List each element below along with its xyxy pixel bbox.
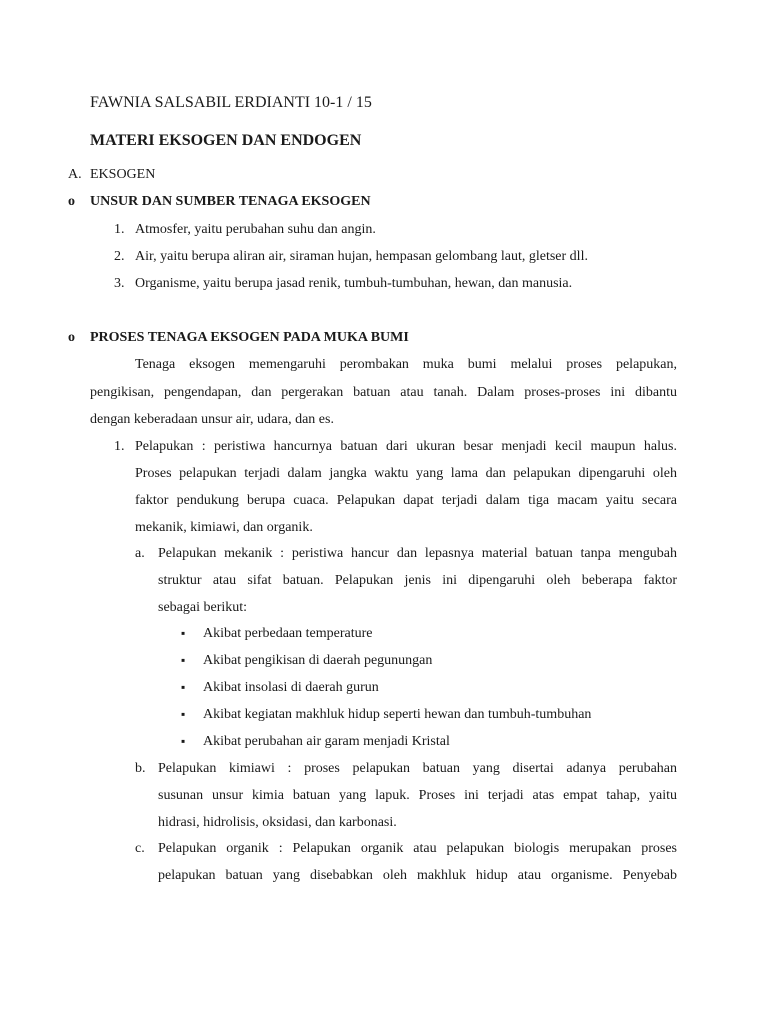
- paragraph-line: Proses pelapukan terjadi dalam jangka waktu yang lama dan pelapukan dipengaruhi oleh: [135, 466, 677, 481]
- square-bullet-icon: ▪: [181, 680, 186, 694]
- paragraph-line: Pelapukan kimiawi : proses pelapukan batuan yang disertai adanya perubahan: [158, 761, 677, 776]
- paragraph-line: hidrasi, hidrolisis, oksidasi, dan karbonasi.: [158, 815, 397, 830]
- paragraph-line: mekanik, kimiawi, dan organik.: [135, 520, 313, 535]
- unsur-heading: UNSUR DAN SUMBER TENAGA EKSOGEN: [90, 194, 371, 209]
- list-number: 1.: [114, 222, 125, 237]
- author-line: FAWNIA SALSABIL ERDIANTI 10-1 / 15: [90, 94, 372, 111]
- paragraph-line: pengikisan, pengendapan, dan pergerakan batuan atau tanah. Dalam proses-proses ini dibantu: [90, 385, 677, 400]
- proses-heading: PROSES TENAGA EKSOGEN PADA MUKA BUMI: [90, 330, 409, 345]
- bullet-item: Akibat pengikisan di daerah pegunungan: [203, 653, 433, 668]
- list-number: 1.: [114, 439, 125, 454]
- square-bullet-icon: ▪: [181, 653, 186, 667]
- list-item: Atmosfer, yaitu perubahan suhu dan angin.: [135, 222, 376, 237]
- bullet-icon: o: [68, 330, 75, 345]
- sub-marker: a.: [135, 546, 145, 561]
- list-item: Organisme, yaitu berupa jasad renik, tumbuh-tumbuhan, hewan, dan manusia.: [135, 276, 573, 291]
- list-item: Air, yaitu berupa aliran air, siraman hujan, hempasan gelombang laut, gletser dll.: [135, 249, 588, 264]
- square-bullet-icon: ▪: [181, 626, 186, 640]
- paragraph-line: Pelapukan mekanik : peristiwa hancur dan lepasnya material batuan tanpa mengubah: [158, 546, 677, 561]
- paragraph-line: susunan unsur kimia batuan yang lapuk. Proses ini terjadi atas empat tahap, yaitu: [158, 788, 677, 803]
- sub-marker: c.: [135, 841, 145, 856]
- bullet-item: Akibat perbedaan temperature: [203, 626, 373, 641]
- list-number: 3.: [114, 276, 125, 291]
- bullet-item: Akibat insolasi di daerah gurun: [203, 680, 379, 695]
- square-bullet-icon: ▪: [181, 707, 186, 721]
- bullet-item: Akibat kegiatan makhluk hidup seperti hewan dan tumbuh-tumbuhan: [203, 707, 592, 722]
- paragraph-line: sebagai berikut:: [158, 600, 248, 615]
- paragraph-line: dengan keberadaan unsur air, udara, dan es.: [90, 412, 334, 427]
- paragraph-line: struktur atau sifat batuan. Pelapukan jenis ini dipengaruhi oleh beberapa faktor: [158, 573, 677, 588]
- paragraph-line: Pelapukan : peristiwa hancurnya batuan dari ukuran besar menjadi kecil maupun halus.: [135, 439, 677, 454]
- section-a-marker: A.: [68, 167, 82, 182]
- document-title: MATERI EKSOGEN DAN ENDOGEN: [90, 132, 362, 149]
- bullet-icon: o: [68, 194, 75, 209]
- list-number: 2.: [114, 249, 125, 264]
- paragraph-line: faktor pendukung berupa cuaca. Pelapukan dapat terjadi dalam tiga macam yaitu secara: [135, 493, 677, 508]
- sub-marker: b.: [135, 761, 146, 776]
- bullet-item: Akibat perubahan air garam menjadi Kristal: [203, 734, 450, 749]
- paragraph-line: pelapukan batuan yang disebabkan oleh makhluk hidup atau organisme. Penyebab: [158, 868, 677, 883]
- paragraph-line: Pelapukan organik : Pelapukan organik atau pelapukan biologis merupakan proses: [158, 841, 677, 856]
- square-bullet-icon: ▪: [181, 734, 186, 748]
- paragraph-line: Tenaga eksogen memengaruhi perombakan muka bumi melalui proses pelapukan,: [135, 357, 677, 372]
- section-a-label: EKSOGEN: [90, 167, 156, 182]
